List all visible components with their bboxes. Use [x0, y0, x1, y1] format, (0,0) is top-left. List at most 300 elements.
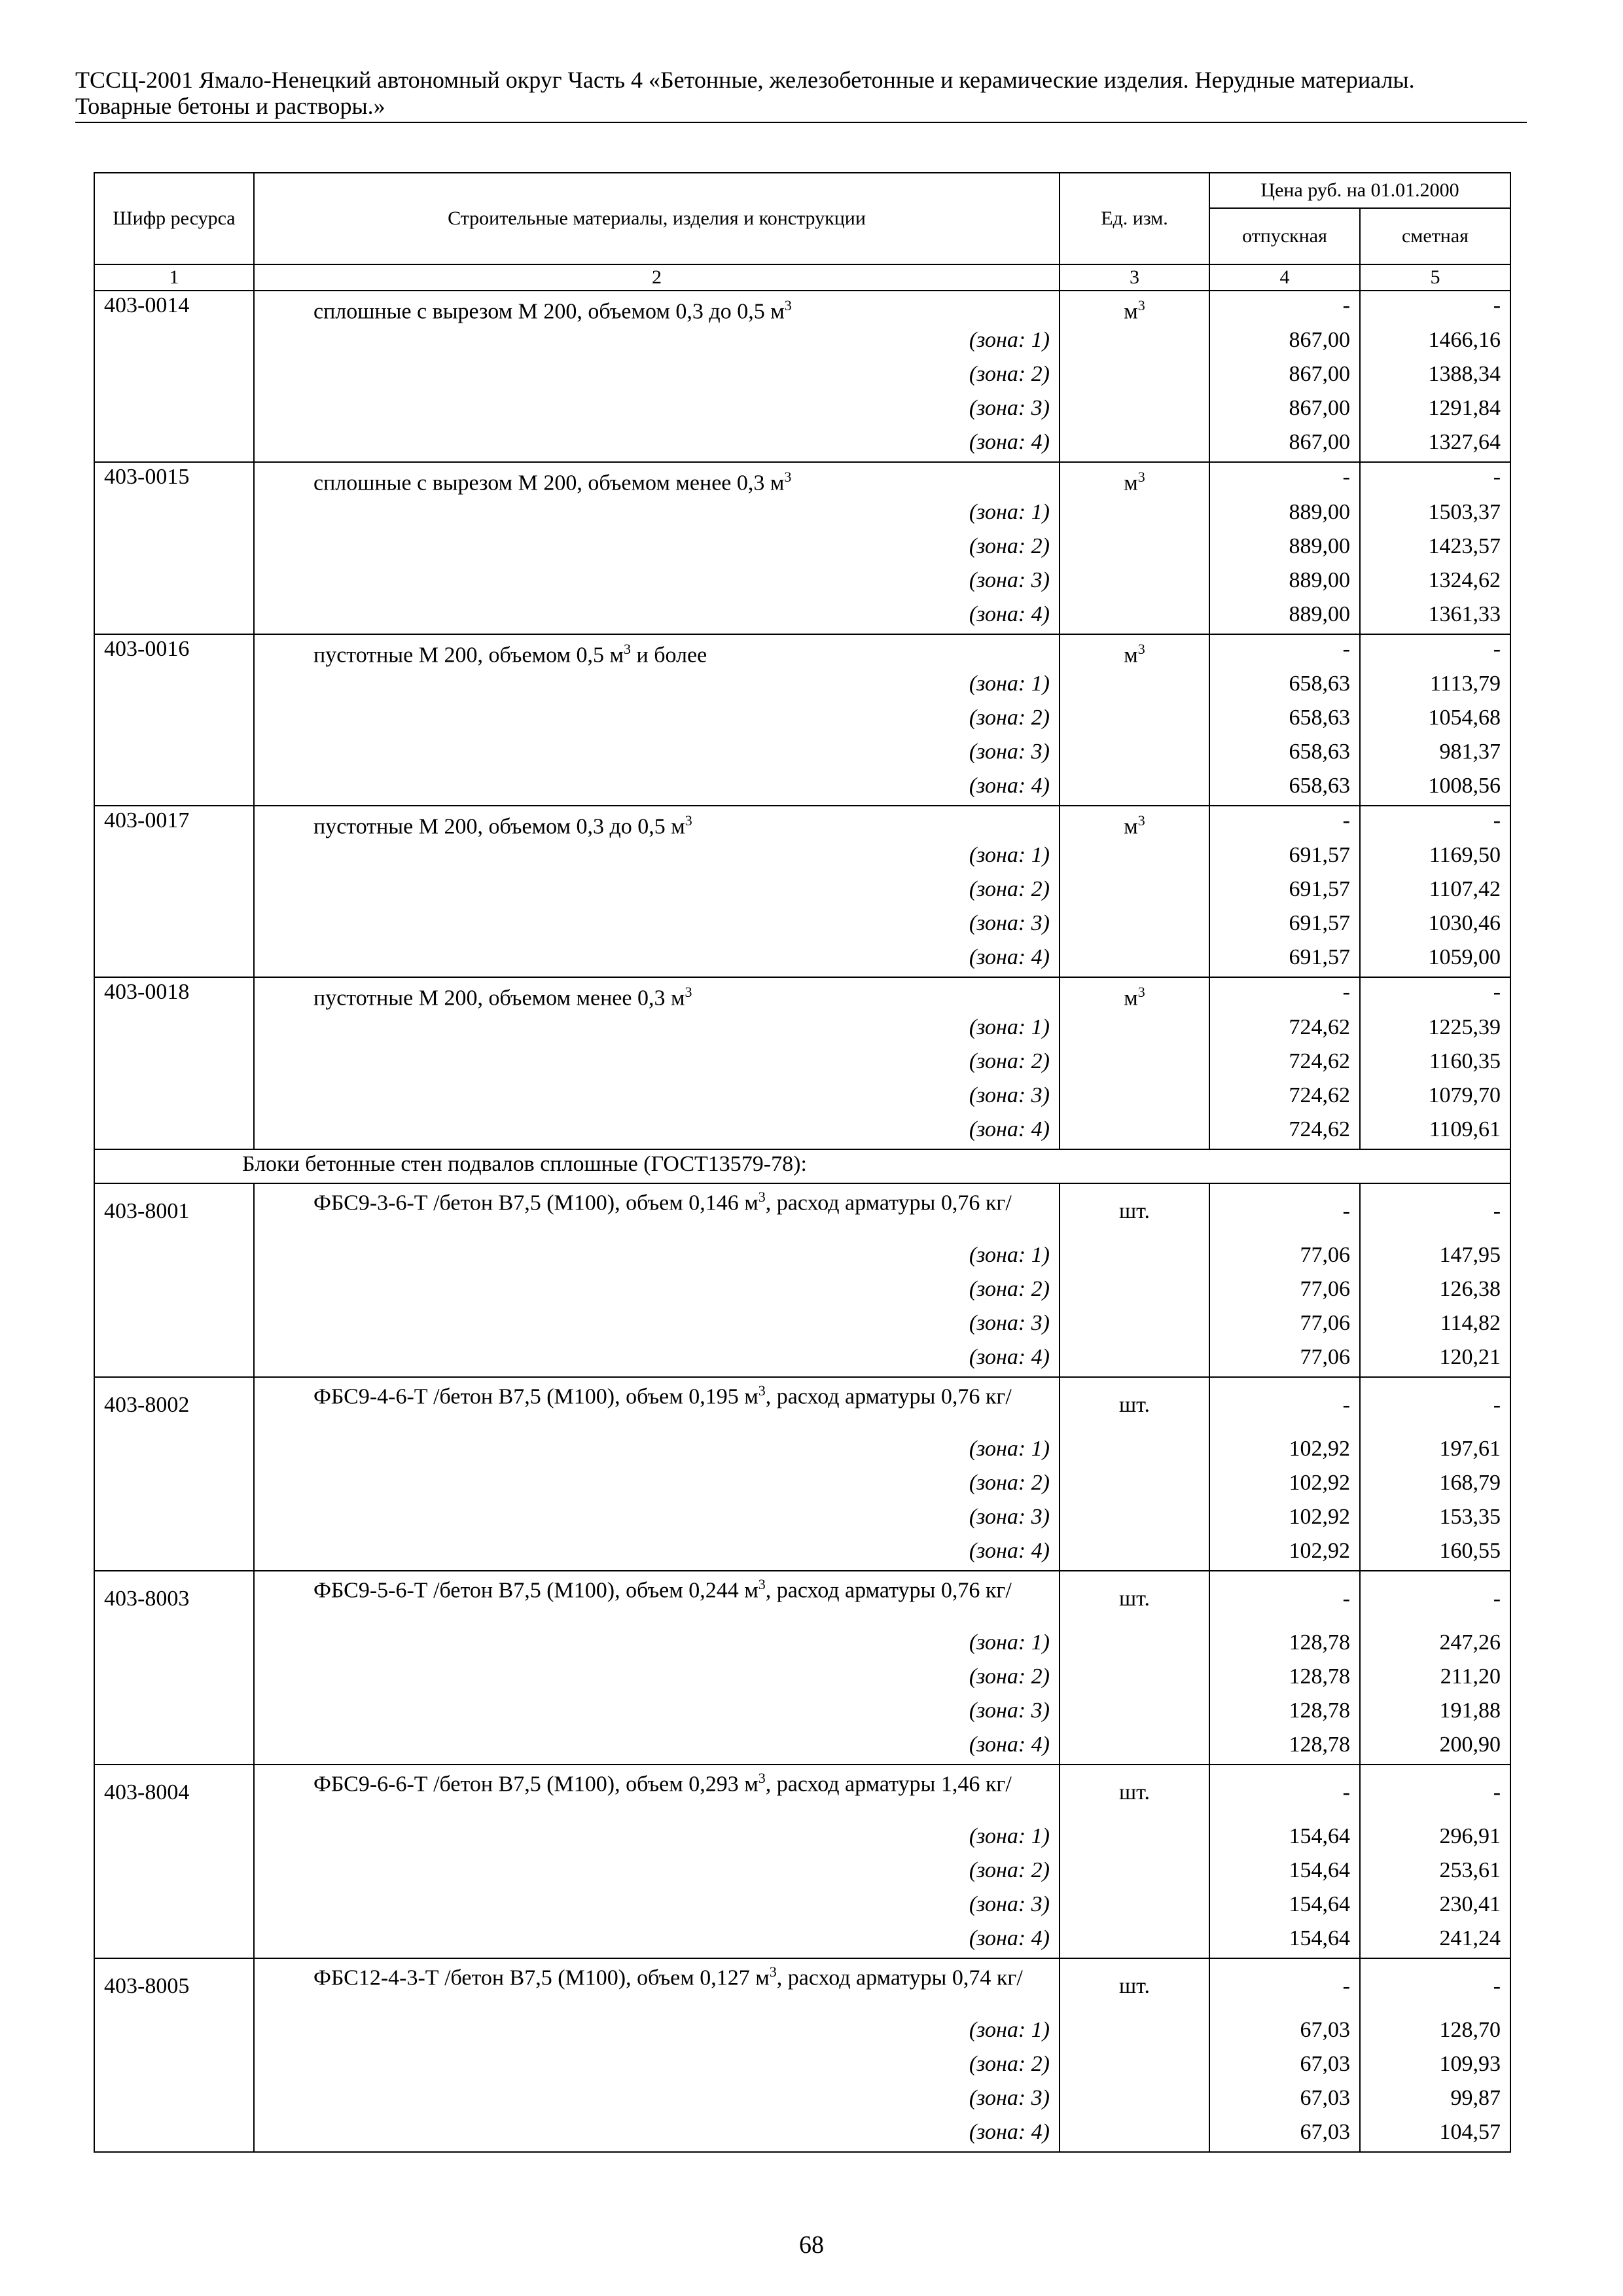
resource-code: 403-8001: [94, 1183, 254, 1377]
resource-name-main: пустотные М 200, объемом менее 0,3 м: [313, 986, 685, 1011]
zone-release-price: 724,62: [1209, 1013, 1360, 1047]
zone-label: (зона: 4): [254, 600, 1060, 634]
unit-exponent: 3: [769, 1963, 777, 1980]
zone-row: [94, 2050, 1510, 2084]
unit-exponent: 3: [1137, 984, 1145, 1001]
resource-unit: [1060, 462, 1209, 497]
zone-estimate-price: 1079,70: [1360, 1081, 1510, 1115]
resource-unit-empty: [1060, 1343, 1209, 1377]
release-price: -: [1209, 1571, 1360, 1628]
unit-text: м: [1124, 642, 1138, 667]
col-number: 2: [254, 264, 1060, 291]
zone-estimate-price: 1169,50: [1360, 841, 1510, 875]
resource-unit-empty: [1060, 1047, 1209, 1081]
zone-release-price: 77,06: [1209, 1343, 1360, 1377]
resource-name-main: ФБС9-4-6-Т /бетон В7,5 (М100), объем 0,195 м: [313, 1384, 758, 1408]
resource-name-main: сплошные с вырезом М 200, объемом менее 0,3 м: [313, 471, 785, 495]
zone-release-price: 77,06: [1209, 1275, 1360, 1309]
zone-estimate-price: 126,38: [1360, 1275, 1510, 1309]
resource-name-text: [264, 978, 1050, 1013]
zone-label: (зона: 3): [254, 1081, 1060, 1115]
col-header-estimate: сметная: [1360, 208, 1510, 264]
page-number: 68: [799, 2231, 824, 2259]
unit-exponent: 3: [758, 1188, 766, 1205]
resource-unit: [1060, 1571, 1209, 1628]
zone-estimate-price: 1291,84: [1360, 394, 1510, 428]
zone-estimate-price: 230,41: [1360, 1890, 1510, 1924]
zone-release-price: 102,92: [1209, 1469, 1360, 1503]
zone-label: (зона: 3): [254, 2084, 1060, 2118]
zone-estimate-price: 1503,37: [1360, 498, 1510, 532]
zone-estimate-price: 241,24: [1360, 1924, 1510, 1958]
section-row: [94, 1149, 1510, 1183]
zone-release-price: 154,64: [1209, 1856, 1360, 1890]
zone-row: [94, 1537, 1510, 1571]
zone-row: [94, 498, 1510, 532]
release-price: -: [1209, 1183, 1360, 1241]
zone-release-price: 691,57: [1209, 909, 1360, 943]
resource-name-text: [264, 291, 1050, 326]
zone-row: [94, 1503, 1510, 1537]
estimate-price: -: [1360, 1377, 1510, 1435]
zone-row: [94, 772, 1510, 806]
header-line-2: Товарные бетоны и растворы.»: [75, 93, 385, 119]
zone-label: (зона: 4): [254, 1537, 1060, 1571]
resource-code: 403-0018: [94, 977, 254, 1149]
resource-name: [254, 462, 1060, 497]
zone-release-price: 102,92: [1209, 1435, 1360, 1469]
unit-exponent: 3: [624, 640, 631, 657]
resource-code: 403-0017: [94, 806, 254, 977]
zone-label: (зона: 1): [254, 670, 1060, 704]
resource-name-main: ФБС12-4-3-Т /бетон В7,5 (М100), объем 0,127 м: [313, 1965, 770, 1990]
estimate-price: -: [1360, 291, 1510, 326]
zone-row: [94, 909, 1510, 943]
zone-release-price: 889,00: [1209, 600, 1360, 634]
zone-label: (зона: 4): [254, 2118, 1060, 2152]
release-price: -: [1209, 462, 1360, 497]
zone-estimate-price: 1030,46: [1360, 909, 1510, 943]
unit-exponent: 3: [758, 1575, 766, 1592]
resource-unit-empty: [1060, 1435, 1209, 1469]
release-price: -: [1209, 1377, 1360, 1435]
resource-row: [94, 1377, 1510, 1435]
zone-estimate-price: 1008,56: [1360, 772, 1510, 806]
resource-unit-empty: [1060, 909, 1209, 943]
zone-estimate-price: 109,93: [1360, 2050, 1510, 2084]
resource-unit-empty: [1060, 532, 1209, 566]
zone-estimate-price: 114,82: [1360, 1309, 1510, 1343]
zone-label: (зона: 2): [254, 2050, 1060, 2084]
resource-code: 403-8002: [94, 1377, 254, 1571]
resource-name-text: [264, 1378, 1050, 1410]
zone-estimate-price: 211,20: [1360, 1662, 1510, 1696]
zone-release-price: 724,62: [1209, 1115, 1360, 1149]
price-table: [94, 172, 1511, 2153]
zone-row: [94, 1890, 1510, 1924]
zone-estimate-price: 200,90: [1360, 1731, 1510, 1765]
zone-release-price: 77,06: [1209, 1309, 1360, 1343]
estimate-price: -: [1360, 1571, 1510, 1628]
zone-label: (зона: 3): [254, 1890, 1060, 1924]
col-header-name: Строительные материалы, изделия и конструкции: [254, 173, 1060, 264]
zone-release-price: 154,64: [1209, 1924, 1360, 1958]
unit-text: шт.: [1119, 1973, 1150, 1998]
estimate-price: -: [1360, 977, 1510, 1013]
resource-name-main: ФБС9-3-6-Т /бетон В7,5 (М100), объем 0,146 м: [313, 1190, 758, 1215]
zone-label: (зона: 2): [254, 1662, 1060, 1696]
release-price: -: [1209, 1765, 1360, 1822]
zone-row: [94, 428, 1510, 462]
unit-text: м: [1124, 471, 1138, 495]
zone-release-price: 889,00: [1209, 532, 1360, 566]
resource-unit-empty: [1060, 394, 1209, 428]
zone-estimate-price: 1109,61: [1360, 1115, 1510, 1149]
zone-row: [94, 1047, 1510, 1081]
col-header-unit: Ед. изм.: [1060, 173, 1209, 264]
zone-label: (зона: 1): [254, 1013, 1060, 1047]
resource-unit-empty: [1060, 943, 1209, 977]
zone-estimate-price: 160,55: [1360, 1537, 1510, 1571]
zone-row: [94, 600, 1510, 634]
unit-text: м: [1124, 299, 1138, 324]
zone-label: (зона: 3): [254, 738, 1060, 772]
zone-release-price: 724,62: [1209, 1081, 1360, 1115]
zone-row: [94, 394, 1510, 428]
zone-release-price: 658,63: [1209, 738, 1360, 772]
resource-name-text: [264, 1571, 1050, 1604]
zone-estimate-price: 1059,00: [1360, 943, 1510, 977]
resource-name: [254, 1377, 1060, 1435]
resource-unit-empty: [1060, 428, 1209, 462]
zone-row: [94, 1822, 1510, 1856]
estimate-price: -: [1360, 1958, 1510, 2016]
zone-label: (зона: 3): [254, 566, 1060, 600]
resource-unit-empty: [1060, 1469, 1209, 1503]
resource-unit-empty: [1060, 1856, 1209, 1890]
zone-row: [94, 704, 1510, 738]
zone-release-price: 867,00: [1209, 394, 1360, 428]
estimate-price: -: [1360, 634, 1510, 670]
zone-release-price: 889,00: [1209, 566, 1360, 600]
zone-estimate-price: 1361,33: [1360, 600, 1510, 634]
zone-label: (зона: 3): [254, 1309, 1060, 1343]
zone-estimate-price: 1225,39: [1360, 1013, 1510, 1047]
unit-exponent: 3: [1137, 297, 1145, 314]
resource-unit-empty: [1060, 1696, 1209, 1731]
resource-name-main: ФБС9-5-6-Т /бетон В7,5 (М100), объем 0,244 м: [313, 1577, 758, 1602]
zone-release-price: 867,00: [1209, 428, 1360, 462]
zone-estimate-price: 120,21: [1360, 1343, 1510, 1377]
zone-label: (зона: 4): [254, 1924, 1060, 1958]
unit-text: м: [1124, 814, 1138, 839]
zone-estimate-price: 247,26: [1360, 1628, 1510, 1662]
zone-estimate-price: 191,88: [1360, 1696, 1510, 1731]
section-title: Блоки бетонные стен подвалов сплошные (ГОСТ13579-78):: [94, 1149, 1510, 1183]
resource-unit-empty: [1060, 326, 1209, 360]
resource-unit: [1060, 291, 1209, 326]
zone-label: (зона: 2): [254, 532, 1060, 566]
release-price: -: [1209, 806, 1360, 841]
zone-release-price: 67,03: [1209, 2016, 1360, 2050]
zone-release-price: 658,63: [1209, 670, 1360, 704]
resource-unit-empty: [1060, 1662, 1209, 1696]
resource-unit-empty: [1060, 841, 1209, 875]
resource-name: [254, 1765, 1060, 1822]
resource-unit-empty: [1060, 1115, 1209, 1149]
resource-unit-empty: [1060, 1275, 1209, 1309]
unit-exponent: 3: [685, 812, 692, 829]
zone-release-price: 128,78: [1209, 1696, 1360, 1731]
zone-row: [94, 1115, 1510, 1149]
col-header-release: отпускная: [1209, 208, 1360, 264]
resource-code: 403-8005: [94, 1958, 254, 2152]
zone-estimate-price: 1113,79: [1360, 670, 1510, 704]
zone-estimate-price: 1107,42: [1360, 875, 1510, 909]
resource-name-rest: , расход арматуры 0,76 кг/: [765, 1190, 1012, 1215]
unit-exponent: 3: [758, 1382, 766, 1399]
resource-code: 403-8004: [94, 1765, 254, 1958]
resource-unit-empty: [1060, 1822, 1209, 1856]
zone-estimate-price: 253,61: [1360, 1856, 1510, 1890]
zone-row: [94, 841, 1510, 875]
resource-unit: [1060, 977, 1209, 1013]
resource-unit-empty: [1060, 1890, 1209, 1924]
zone-label: (зона: 1): [254, 841, 1060, 875]
unit-text: шт.: [1119, 1586, 1150, 1611]
zone-label: (зона: 4): [254, 1731, 1060, 1765]
resource-name-rest: , расход арматуры 0,74 кг/: [776, 1965, 1023, 1990]
zone-row: [94, 1013, 1510, 1047]
zone-row: [94, 1856, 1510, 1890]
zone-label: (зона: 4): [254, 1343, 1060, 1377]
zone-estimate-price: 168,79: [1360, 1469, 1510, 1503]
zone-release-price: 691,57: [1209, 841, 1360, 875]
resource-name: [254, 1958, 1060, 2016]
header-rule: [75, 122, 1527, 123]
resource-unit: [1060, 1183, 1209, 1241]
unit-exponent: 3: [685, 984, 692, 1001]
zone-estimate-price: 104,57: [1360, 2118, 1510, 2152]
resource-code: 403-8003: [94, 1571, 254, 1765]
resource-unit-empty: [1060, 600, 1209, 634]
resource-name-text: [264, 635, 1050, 670]
zone-label: (зона: 3): [254, 909, 1060, 943]
zone-estimate-price: 147,95: [1360, 1241, 1510, 1275]
zone-release-price: 67,03: [1209, 2050, 1360, 2084]
col-number: 1: [94, 264, 254, 291]
zone-release-price: 889,00: [1209, 498, 1360, 532]
release-price: -: [1209, 977, 1360, 1013]
zone-row: [94, 566, 1510, 600]
header-line-1: ТССЦ-2001 Ямало-Ненецкий автономный округ Часть 4 «Бетонные, железобетонные и керамические изделия. Нерудные материалы.: [75, 67, 1415, 93]
zone-estimate-price: 1327,64: [1360, 428, 1510, 462]
zone-label: (зона: 1): [254, 2016, 1060, 2050]
page-header: [75, 67, 1527, 119]
resource-name-rest: , расход арматуры 1,46 кг/: [765, 1771, 1012, 1796]
resource-row: [94, 1765, 1510, 1822]
resource-unit-empty: [1060, 1241, 1209, 1275]
zone-estimate-price: 99,87: [1360, 2084, 1510, 2118]
resource-unit-empty: [1060, 772, 1209, 806]
zone-label: (зона: 2): [254, 1047, 1060, 1081]
unit-exponent: 3: [784, 469, 792, 486]
zone-row: [94, 738, 1510, 772]
zone-label: (зона: 4): [254, 428, 1060, 462]
zone-release-price: 724,62: [1209, 1047, 1360, 1081]
resource-row: [94, 634, 1510, 670]
zone-label: (зона: 2): [254, 704, 1060, 738]
col-number: 5: [1360, 264, 1510, 291]
resource-name: [254, 1183, 1060, 1241]
resource-unit-empty: [1060, 2050, 1209, 2084]
unit-text: шт.: [1119, 1392, 1150, 1417]
zone-estimate-price: 1324,62: [1360, 566, 1510, 600]
resource-name: [254, 806, 1060, 841]
resource-unit-empty: [1060, 1503, 1209, 1537]
resource-row: [94, 806, 1510, 841]
col-header-price: Цена руб. на 01.01.2000: [1209, 173, 1510, 208]
zone-row: [94, 1343, 1510, 1377]
release-price: -: [1209, 1958, 1360, 2016]
resource-unit-empty: [1060, 1924, 1209, 1958]
zone-estimate-price: 981,37: [1360, 738, 1510, 772]
unit-text: м: [1124, 986, 1138, 1011]
zone-release-price: 128,78: [1209, 1628, 1360, 1662]
zone-row: [94, 1469, 1510, 1503]
zone-estimate-price: 296,91: [1360, 1822, 1510, 1856]
zone-row: [94, 1309, 1510, 1343]
resource-name-text: [264, 806, 1050, 841]
zone-label: (зона: 2): [254, 1469, 1060, 1503]
unit-text: шт.: [1119, 1198, 1150, 1223]
zone-release-price: 67,03: [1209, 2118, 1360, 2152]
resource-code: 403-0014: [94, 291, 254, 462]
resource-name-text: [264, 1184, 1050, 1216]
zone-release-price: 77,06: [1209, 1241, 1360, 1275]
resource-row: [94, 1958, 1510, 2016]
price-table-body: [94, 291, 1510, 2152]
estimate-price: -: [1360, 462, 1510, 497]
zone-release-price: 102,92: [1209, 1503, 1360, 1537]
zone-label: (зона: 2): [254, 1856, 1060, 1890]
zone-release-price: 691,57: [1209, 875, 1360, 909]
resource-unit: [1060, 1958, 1209, 2016]
zone-label: (зона: 1): [254, 498, 1060, 532]
estimate-price: -: [1360, 806, 1510, 841]
col-number: 4: [1209, 264, 1360, 291]
zone-label: (зона: 4): [254, 943, 1060, 977]
col-number: 3: [1060, 264, 1209, 291]
col-header-code: Шифр ресурса: [94, 173, 254, 264]
resource-unit: [1060, 1377, 1209, 1435]
zone-label: (зона: 2): [254, 875, 1060, 909]
resource-unit-empty: [1060, 566, 1209, 600]
resource-name-text: [264, 1765, 1050, 1797]
zone-estimate-price: 1054,68: [1360, 704, 1510, 738]
resource-unit-empty: [1060, 2016, 1209, 2050]
zone-row: [94, 2084, 1510, 2118]
resource-unit-empty: [1060, 1309, 1209, 1343]
zone-row: [94, 1275, 1510, 1309]
zone-label: (зона: 3): [254, 1503, 1060, 1537]
zone-estimate-price: 128,70: [1360, 2016, 1510, 2050]
zone-row: [94, 875, 1510, 909]
zone-release-price: 691,57: [1209, 943, 1360, 977]
resource-unit-empty: [1060, 875, 1209, 909]
resource-name-rest: , расход арматуры 0,76 кг/: [765, 1384, 1012, 1408]
resource-row: [94, 1571, 1510, 1628]
zone-label: (зона: 3): [254, 1696, 1060, 1731]
zone-label: (зона: 2): [254, 1275, 1060, 1309]
resource-unit-empty: [1060, 1013, 1209, 1047]
unit-exponent: 3: [1137, 469, 1145, 486]
zone-release-price: 658,63: [1209, 704, 1360, 738]
zone-release-price: 867,00: [1209, 360, 1360, 394]
zone-row: [94, 2118, 1510, 2152]
resource-unit: [1060, 634, 1209, 670]
resource-name-main: пустотные М 200, объемом 0,3 до 0,5 м: [313, 814, 685, 839]
zone-row: [94, 1435, 1510, 1469]
resource-unit-empty: [1060, 1628, 1209, 1662]
estimate-price: -: [1360, 1183, 1510, 1241]
resource-name-text: [264, 463, 1050, 497]
resource-name-main: сплошные с вырезом М 200, объемом 0,3 до 0,5 м: [313, 299, 785, 324]
zone-label: (зона: 4): [254, 1115, 1060, 1149]
zone-row: [94, 2016, 1510, 2050]
estimate-price: -: [1360, 1765, 1510, 1822]
resource-unit-empty: [1060, 738, 1209, 772]
resource-name-text: [264, 1959, 1050, 1991]
resource-unit: [1060, 1765, 1209, 1822]
resource-unit-empty: [1060, 1081, 1209, 1115]
resource-code: 403-0015: [94, 462, 254, 634]
resource-name-main: пустотные М 200, объемом 0,5 м: [313, 642, 624, 667]
zone-row: [94, 1696, 1510, 1731]
zone-label: (зона: 1): [254, 1628, 1060, 1662]
zone-estimate-price: 1423,57: [1360, 532, 1510, 566]
resource-name-main: ФБС9-6-6-Т /бетон В7,5 (М100), объем 0,293 м: [313, 1771, 758, 1796]
zone-label: (зона: 2): [254, 360, 1060, 394]
zone-row: [94, 532, 1510, 566]
resource-name: [254, 977, 1060, 1013]
zone-release-price: 67,03: [1209, 2084, 1360, 2118]
zone-label: (зона: 1): [254, 1822, 1060, 1856]
zone-row: [94, 943, 1510, 977]
zone-estimate-price: 1160,35: [1360, 1047, 1510, 1081]
zone-release-price: 154,64: [1209, 1822, 1360, 1856]
zone-row: [94, 1628, 1510, 1662]
zone-label: (зона: 1): [254, 1435, 1060, 1469]
zone-release-price: 128,78: [1209, 1662, 1360, 1696]
resource-unit-empty: [1060, 1537, 1209, 1571]
zone-row: [94, 1241, 1510, 1275]
zone-estimate-price: 197,61: [1360, 1435, 1510, 1469]
zone-row: [94, 1731, 1510, 1765]
zone-release-price: 154,64: [1209, 1890, 1360, 1924]
zone-label: (зона: 3): [254, 394, 1060, 428]
zone-row: [94, 326, 1510, 360]
unit-exponent: 3: [1137, 640, 1145, 657]
zone-release-price: 128,78: [1209, 1731, 1360, 1765]
zone-release-price: 658,63: [1209, 772, 1360, 806]
release-price: -: [1209, 634, 1360, 670]
zone-release-price: 867,00: [1209, 326, 1360, 360]
resource-name-rest: и более: [631, 642, 707, 667]
zone-row: [94, 360, 1510, 394]
unit-text: шт.: [1119, 1780, 1150, 1804]
release-price: -: [1209, 291, 1360, 326]
